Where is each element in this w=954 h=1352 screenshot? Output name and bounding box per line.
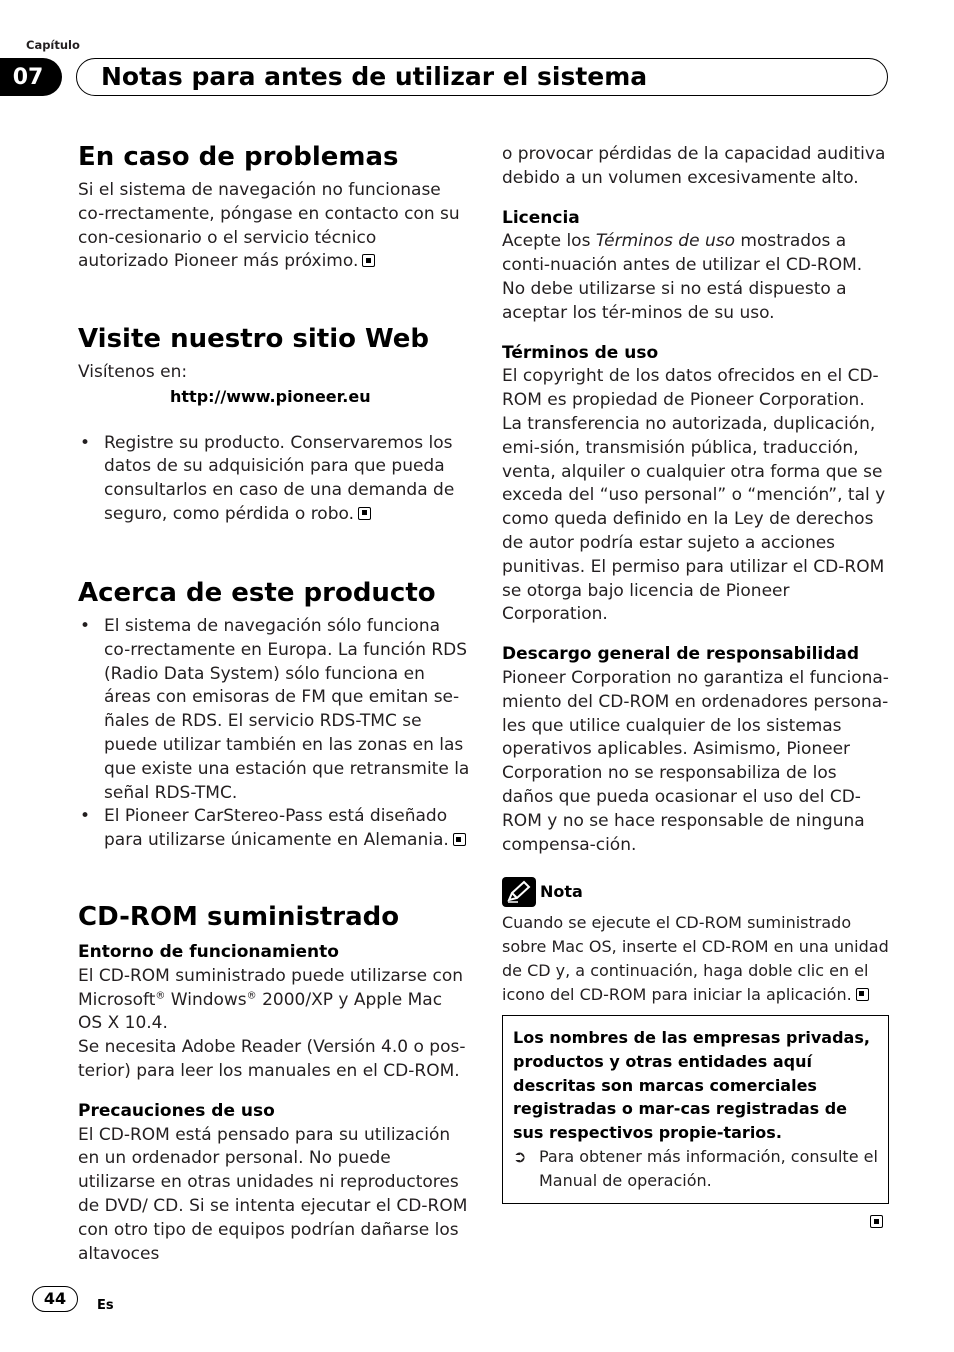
left-column [78, 141, 470, 274]
end-mark-icon [453, 833, 466, 846]
list-item: • Registre su producto. Conservaremos los datos de su adquisición para que pueda consultarlos en caso de una demanda de seguro, como pérdida o robo. [78, 432, 470, 527]
list-item: ➲ Para obtener más información, consulte el Manual de operación. [513, 1146, 878, 1190]
prec-heading: Precauciones de uso [78, 1100, 275, 1121]
prec-continued: o provocar pérdidas de la capacidad auditiva debido a un volumen excesivamente alto. [502, 144, 886, 188]
chapter-label: Capítulo [26, 38, 80, 52]
disclaimer-heading: Descargo general de responsabilidad [502, 644, 860, 665]
page-number: 44 [32, 1286, 78, 1312]
end-mark-icon [358, 507, 371, 520]
end-mark-icon [870, 1215, 883, 1228]
end-mark-icon [856, 988, 869, 1001]
env-text-2: Se necesita Adobe Reader (Versión 4.0 o pos-terior) para leer los manuales en el CD-ROM. [78, 1037, 466, 1081]
problems-text: Si el sistema de navegación no funcionase co-rrectamente, póngase en contacto con su con-cesionario o el servicio técnico autorizado Pioneer más próximo. [78, 180, 460, 272]
chapter-number: 07 [0, 58, 62, 96]
section-title-web: Visite nuestro sitio Web [78, 324, 430, 354]
right-column [502, 143, 890, 1007]
nota-text: Cuando se ejecute el CD-ROM suministrado sobre Mac OS, inserte el CD-ROM en una unidad de CD y, a continuación, haga doble clic en el icono del CD-ROM para iniciar la aplicación. [502, 913, 889, 1004]
product-section [78, 577, 470, 853]
disclaimer-text: Pioneer Corporation no garantiza el funciona-miento del CD-ROM en ordenadores persona-les que utilice cualquier de los sistemas operativos aplicables. Asimismo, Pioneer Corporation no se responsabiliza de los daños que pueda ocasionar el uso del CD-ROM y no se hace responsable de ninguna compensa-ción. [502, 667, 889, 855]
pioneer-url-link[interactable]: http://www.pioneer.eu [170, 386, 371, 406]
trademark-notice: Los nombres de las empresas privadas, productos y otras entidades aquí descritas son marcas comerciales registradas o mar-cas registradas de sus respectivos propie-tarios. [513, 1028, 870, 1143]
license-text: Acepte los Términos de uso mostrados a conti-nuación antes de utilizar el CD-ROM. No debe utilizarse si no está dispuesto a aceptar los tér-minos de su uso. [502, 231, 863, 323]
chapter-title: Notas para antes de utilizar el sistema [76, 58, 888, 96]
section-title-product: Acerca de este producto [78, 578, 436, 608]
nota-header [502, 877, 890, 907]
arrow-icon: ➲ [513, 1146, 527, 1166]
list-item: • El Pioneer CarStereo-Pass está diseñado para utilizarse únicamente en Alemania. [78, 805, 470, 853]
terms-text: El copyright de los datos ofrecidos en el CD-ROM es propiedad de Pioneer Corporation. La transferencia no autorizada, duplicación, emi-sión, transmisión pública, traducción, venta, alquiler o cualquier otra forma que se exceda del “uso personal” o “mención”, tal y como queda definido en la Ley de derechos de autor podría estar sujeto a acciones punitivas. El permiso para utilizar el CD-ROM se otorga bajo licencia de Pioneer Corporation. [502, 366, 886, 625]
cdrom-section [78, 901, 470, 1266]
list-item: • El sistema de navegación sólo funciona co-rrectamente en Europa. La función RDS (Radio Data System) sólo funciona en áreas con emisoras de FM que emitan se-ñales de RDS. El servicio RDS-TMC se puede utilizar también en las zonas en las que existe una estación que retransmite la señal RDS-TMC. [78, 615, 470, 805]
section-title-cdrom: CD-ROM suministrado [78, 902, 400, 932]
env-heading: Entorno de funcionamiento [78, 942, 339, 962]
web-section [78, 323, 470, 527]
env-text: El CD-ROM suministrado puede utilizarse con Microsoft® Windows® 2000/XP y Apple Mac OS X 10.4. [78, 965, 464, 1034]
product-bullets [78, 615, 470, 853]
end-mark-icon [362, 254, 375, 267]
prec-text: El CD-ROM está pensado para su utilización en un ordenador personal. No puede utilizarse en otras unidades ni reproductores de DVD/ CD. Si se intenta ejecutar el CD-ROM con otro tipo de equipos podrían dañarse los altavoces [78, 1124, 468, 1264]
language-code: Es [97, 1298, 114, 1313]
license-heading: Licencia [502, 207, 580, 228]
terms-heading: Términos de uso [502, 342, 659, 363]
section-title-problems: En caso de problemas [78, 142, 399, 172]
trademark-box [502, 1015, 889, 1204]
note-pencil-icon [502, 877, 536, 907]
visit-text: Visítenos en: [78, 362, 188, 382]
web-bullets [78, 432, 470, 527]
nota-label: Nota [540, 882, 583, 902]
